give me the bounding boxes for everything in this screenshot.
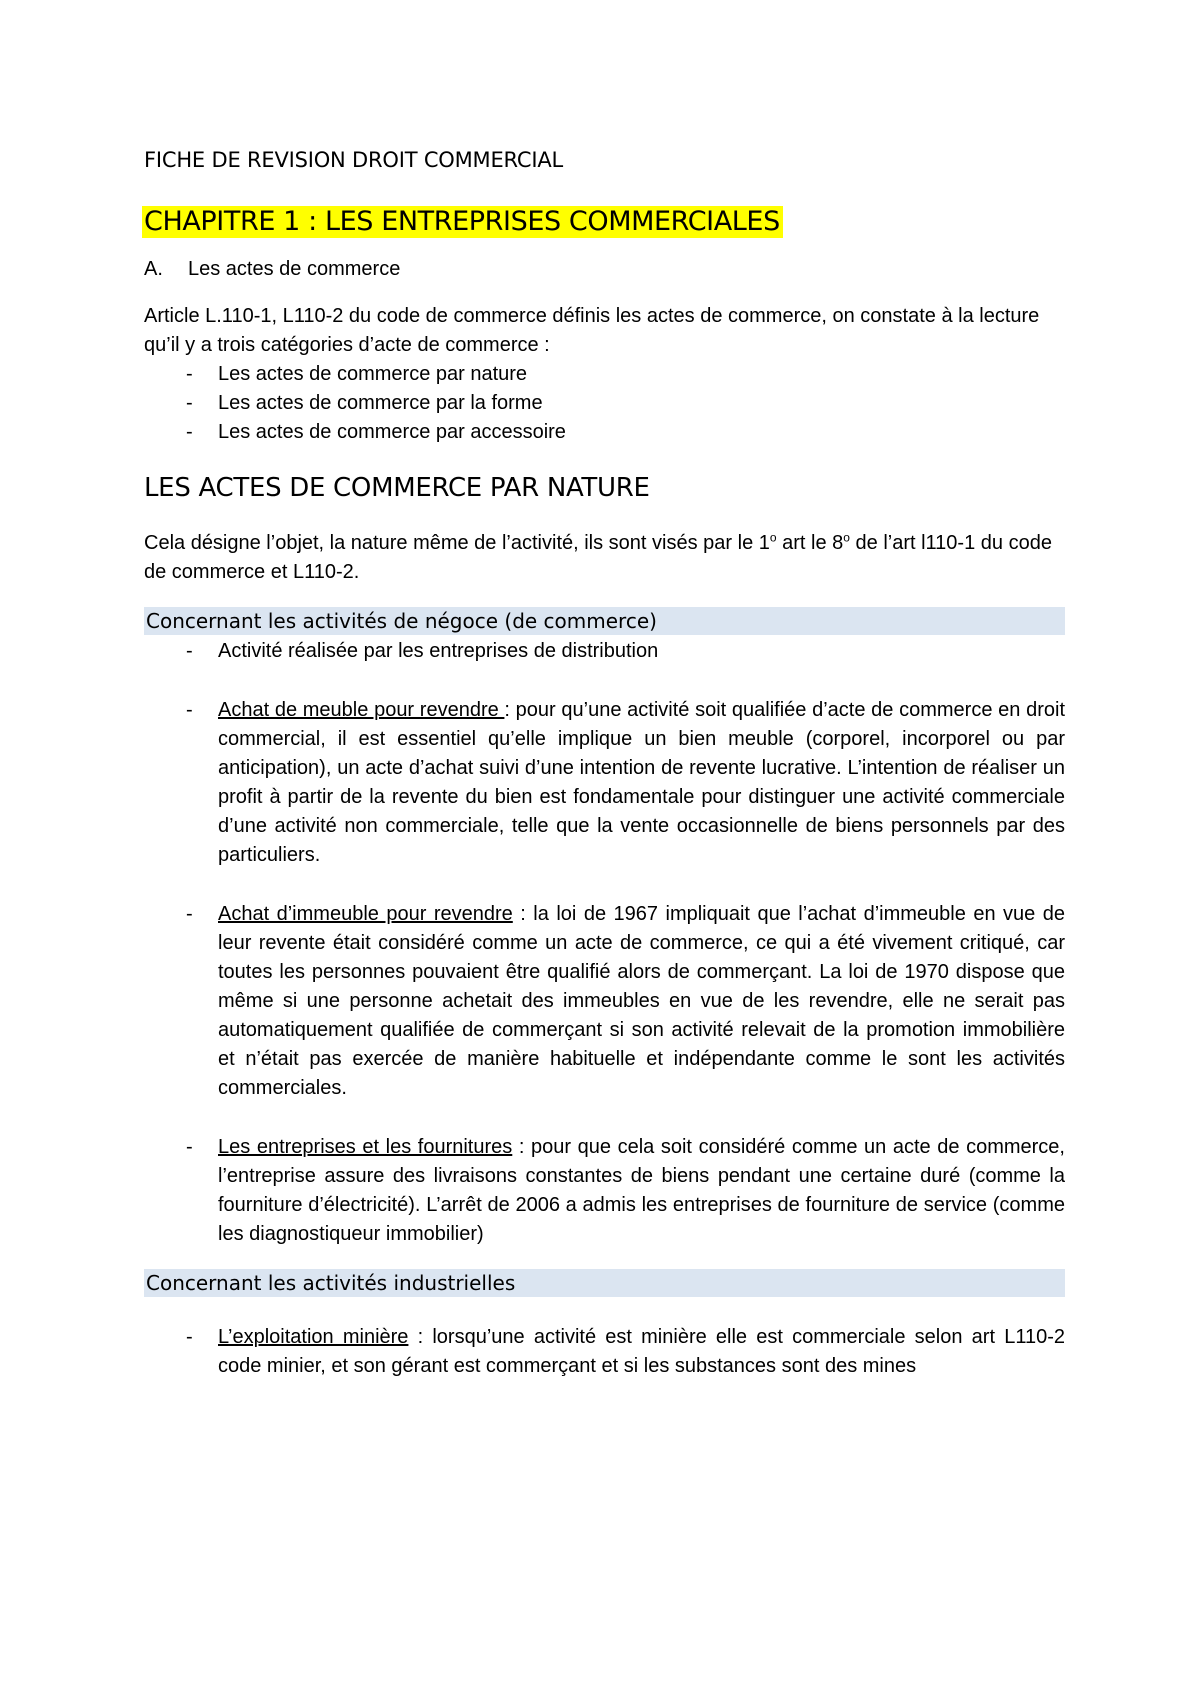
dash-mark: - [186,903,193,925]
intro-paragraph: Article L.110-1, L110-2 du code de commerce définis les actes de commerce, on constate à la lecture qu’il y a trois catégories d’acte de commerce : [144,305,1040,356]
item-title: L’exploitation minière [218,1326,409,1348]
dash-mark: - [186,1326,193,1348]
dash-mark: - [186,421,193,443]
spacer [144,870,1065,900]
list-item: - Les actes de commerce par nature [144,360,1065,389]
dash-mark: - [186,1136,193,1158]
list-item: - L’exploitation minière : lorsqu’une activité est minière elle est commerciale selon art L110-2 code minier, et son gérant est commerçant et si les substances sont des mines [144,1323,1065,1381]
section-heading-nature: LES ACTES DE COMMERCE PAR NATURE [144,473,650,503]
nature-paragraph: Cela désigne l’objet, la nature même de l’activité, ils sont visés par le 1$^o$ art le 8$^o$ de l’art l110-1 du code de commerce et L110-2. [144,530,1052,583]
spacer [144,1103,1065,1133]
list-item: - Achat de meuble pour revendre : pour qu’une activité soit qualifiée d’acte de commerce en droit commercial, il est essentiel qu’elle implique un bien meuble (corporel, incorporel ou par anticipation), un acte d’achat suivi d’une intention de revente lucrative. L’intention de réaliser un profit à partir de la revente du bien est fondamentale pour distinguer une activité commerciale d’une activité non commerciale, telle que la vente occasionnelle de biens personnels par des particuliers. [144,696,1065,870]
list-item: - Activité réalisée par les entreprises de distribution [144,637,1065,666]
negoce-heading: Concernant les activités de négoce (de commerce) [144,607,1065,635]
spacer [144,666,1065,696]
list-item: - Les actes de commerce par la forme [144,389,1065,418]
dash-mark: - [186,640,193,662]
subheading-letter: A. [144,258,163,280]
industriel-list [144,1323,1065,1381]
categories-list [144,360,1065,447]
chapter-heading: CHAPITRE 1 : LES ENTREPRISES COMMERCIALES [142,206,783,238]
dash-mark: - [186,699,193,721]
item-title: Achat d’immeuble pour revendre [218,903,513,925]
dash-mark: - [186,392,193,414]
negoce-list [144,637,1065,1249]
list-item: - Les actes de commerce par accessoire [144,418,1065,447]
list-item: - Achat d’immeuble pour revendre : la loi de 1967 impliquait que l’achat d’immeuble en vue de leur revente était considéré comme un acte de commerce, ce qui a été vivement critiqué, car toutes les personnes pouvaient être qualifié alors de commerçant. La loi de 1970 dispose que même si une personne achetait des immeubles en vue de les revendre, elle ne serait pas automatiquement qualifiée de commerçant si son activité relevait de la promotion immobilière et n’était pas exercée de manière habituelle et indépendante comme le sont les activités commerciales. [144,900,1065,1103]
subheading-a [144,258,1065,281]
industriel-heading: Concernant les activités industrielles [144,1269,1065,1297]
item-title: Achat de meuble pour revendre [218,699,505,721]
subheading-text: Les actes de commerce [188,258,401,280]
list-item: - Les entreprises et les fournitures : pour que cela soit considéré comme un acte de commerce, l’entreprise assure des livraisons constantes de biens pendant une certaine duré (comme la fourniture d’électricité). L’arrêt de 2006 a admis les entreprises de fourniture de service (comme les diagnostiqueur immobilier) [144,1133,1065,1249]
item-title: Les entreprises et les fournitures [218,1136,513,1158]
dash-mark: - [186,363,193,385]
document-title: FICHE DE REVISION DROIT COMMERCIAL [144,148,563,172]
